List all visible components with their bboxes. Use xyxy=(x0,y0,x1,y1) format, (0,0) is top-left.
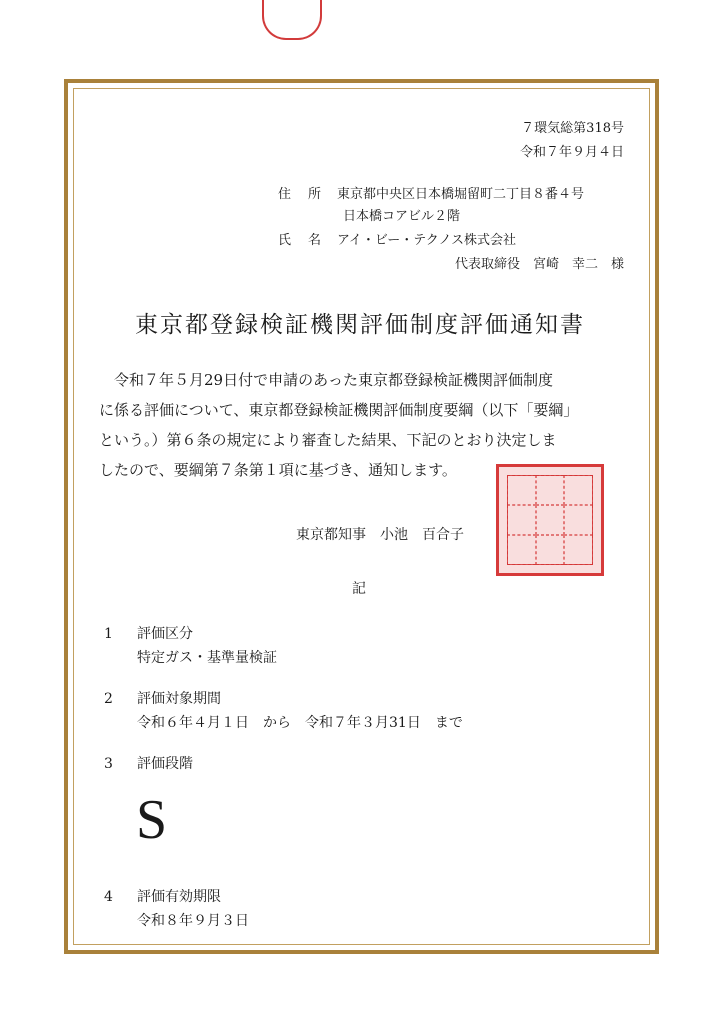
address-label: 住 所 xyxy=(278,187,324,202)
item-2-value: 令和６年４月１日 から 令和７年３月31日 まで xyxy=(137,715,463,731)
document-date: 令和７年９月４日 xyxy=(519,145,624,160)
company-name: アイ・ビー・テクノス株式会社 xyxy=(337,233,517,248)
body-line: という。）第６条の規定により審査した結果、下記のとおり決定しま xyxy=(99,431,557,449)
item-4-value: 令和８年９月３日 xyxy=(137,913,249,929)
document-title: 東京都登録検証機関評価制度評価通知書 xyxy=(135,312,585,338)
item-1-value: 特定ガス・基準量検証 xyxy=(137,650,277,666)
item-1-label: 評価区分 xyxy=(137,626,193,642)
item-3-number: 3 xyxy=(104,756,113,772)
item-1-number: 1 xyxy=(104,626,113,642)
item-2-label: 評価対象期間 xyxy=(137,691,221,707)
name-label: 氏 名 xyxy=(278,233,324,248)
item-3-label: 評価段階 xyxy=(137,756,193,772)
document-number: ７環気総第318号 xyxy=(521,121,624,136)
evaluation-grade: S xyxy=(136,789,168,851)
body-line: に係る評価について、東京都登録検証機関評価制度要綱（以下「要綱」 xyxy=(99,401,579,419)
top-seal-stamp xyxy=(262,0,322,40)
item-2-number: 2 xyxy=(104,691,113,707)
item-4-number: 4 xyxy=(104,889,113,905)
governor-seal-stamp xyxy=(496,464,604,576)
issuer-name: 東京都知事 小池 百合子 xyxy=(296,527,464,543)
item-4-label: 評価有効期限 xyxy=(137,889,221,905)
ki-heading: 記 xyxy=(352,581,366,597)
body-line: したので、要綱第７条第１項に基づき、通知します。 xyxy=(99,461,457,479)
address-line2: 日本橋コアビル２階 xyxy=(343,209,461,224)
body-line: 令和７年５月29日付で申請のあった東京都登録検証機関評価制度 xyxy=(99,371,553,389)
address-line1: 東京都中央区日本橋堀留町二丁目８番４号 xyxy=(337,187,585,202)
representative-name: 代表取締役 宮崎 幸二 様 xyxy=(454,257,624,272)
